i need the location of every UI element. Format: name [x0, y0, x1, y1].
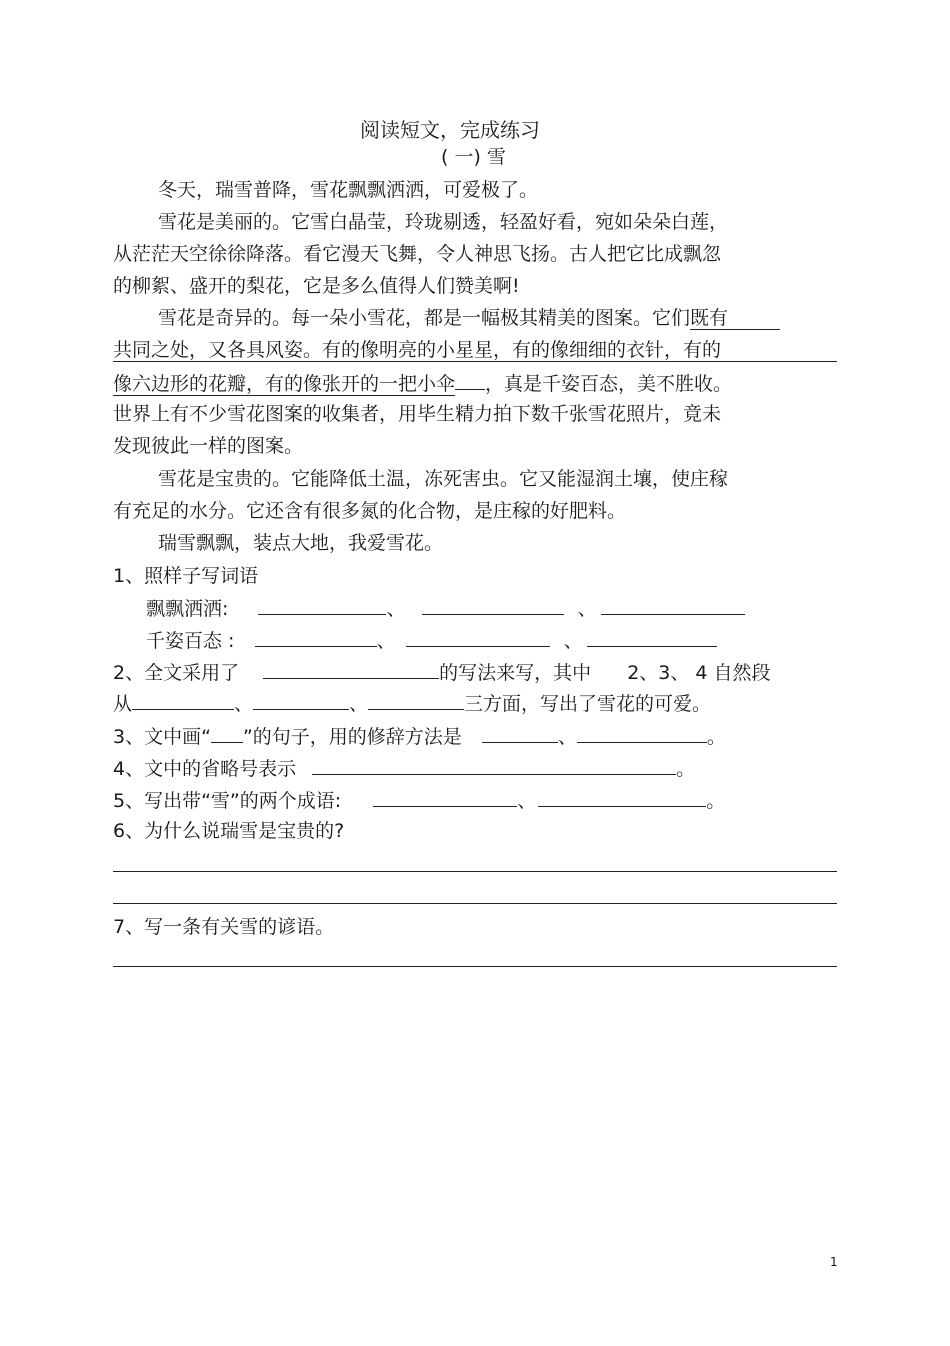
question-3	[113, 724, 726, 748]
question-1-row-2	[146, 628, 717, 652]
question-2-line-2	[113, 691, 711, 715]
passage-paragraph-2-line-3: 的柳絮、盛开的梨花，它是多么值得人们赞美啊!	[113, 275, 520, 297]
passage-paragraph-4-line-2: 有充足的水分。它还含有很多氮的化合物，是庄稼的好肥料。	[113, 500, 627, 522]
question-text: 的写法来写，其中	[439, 662, 592, 684]
answer-line[interactable]	[113, 871, 837, 872]
answer-blank[interactable]	[132, 691, 234, 710]
answer-blank[interactable]	[373, 788, 517, 807]
passage-paragraph-3-line-1	[158, 307, 780, 330]
answer-blank[interactable]	[422, 596, 564, 615]
answer-line[interactable]	[113, 966, 837, 967]
underlined-sentence: 既有	[690, 307, 780, 330]
question-3-text: ”的句子，用的修辞方法是	[242, 726, 462, 748]
period: 。	[676, 758, 696, 780]
period: 。	[706, 790, 726, 812]
separator: 、	[234, 693, 254, 715]
answer-blank[interactable]	[601, 596, 745, 615]
answer-blank[interactable]	[577, 724, 707, 743]
question-text: 2、3、 4 自然段	[627, 662, 771, 684]
question-2-line-1	[113, 660, 771, 684]
passage-paragraph-1: 冬天，瑞雪普降，雪花飘飘洒洒，可爱极了。	[158, 179, 539, 201]
separator: 、	[376, 630, 396, 652]
passage-subtitle: ( 一) 雪	[441, 146, 506, 168]
page-number: 1	[830, 1255, 838, 1269]
example-word: 千姿百态 :	[146, 630, 235, 652]
separator: 、	[386, 598, 406, 620]
question-6: 6、为什么说瑞雪是宝贵的?	[113, 820, 345, 842]
passage-paragraph-3-line-3	[113, 371, 732, 395]
answer-blank[interactable]	[406, 628, 550, 647]
answer-blank[interactable]	[312, 756, 676, 775]
answer-blank[interactable]	[587, 628, 717, 647]
passage-text: ，真是千姿百态，美不胜收。	[485, 373, 733, 395]
separator: 、	[557, 726, 577, 748]
underlined-sentence-line-2: 共同之处，又各具风姿。有的像明亮的小星星，有的像细细的衣针，有的	[113, 339, 837, 362]
answer-blank[interactable]	[538, 788, 706, 807]
example-word: 飘飘洒洒:	[146, 598, 229, 620]
answer-blank[interactable]	[258, 596, 386, 615]
separator: 、	[517, 790, 537, 812]
underline-sample	[211, 724, 243, 743]
question-4-text: 4、文中的省略号表示	[113, 758, 297, 780]
passage-paragraph-2-line-1: 雪花是美丽的。它雪白晶莹，玲珑剔透，轻盈好看，宛如朵朵白莲，	[158, 211, 729, 233]
page-title: 阅读短文，完成练习	[360, 118, 540, 142]
question-5	[113, 788, 725, 812]
underline-tail	[455, 371, 485, 390]
question-text: 三方面，写出了雪花的可爱。	[464, 693, 712, 715]
question-4	[113, 756, 695, 780]
answer-blank[interactable]	[253, 691, 349, 710]
separator: 、	[577, 598, 597, 620]
separator: 、	[563, 630, 583, 652]
question-7: 7、写一条有关雪的谚语。	[113, 916, 335, 938]
passage-paragraph-5: 瑞雪飘飘，装点大地，我爱雪花。	[158, 532, 444, 554]
answer-line[interactable]	[113, 903, 837, 904]
passage-paragraph-3-line-4: 世界上有不少雪花图案的收集者，用毕生精力拍下数千张雪花照片，竟未	[113, 403, 722, 425]
question-1: 1、照样子写词语	[113, 565, 259, 587]
answer-blank[interactable]	[482, 724, 558, 743]
passage-paragraph-2-line-2: 从茫茫天空徐徐降落。看它漫天飞舞，令人神思飞扬。古人把它比成飘忽	[113, 243, 722, 265]
passage-paragraph-3-line-5: 发现彼此一样的图案。	[113, 435, 304, 457]
question-5-text: 5、写出带“雪”的两个成语:	[113, 790, 342, 812]
underlined-sentence-end: 像六边形的花瓣，有的像张开的一把小伞	[113, 373, 456, 395]
passage-text: 雪花是奇异的。每一朵小雪花，都是一幅极其精美的图案。它们	[158, 307, 691, 329]
separator: 、	[349, 693, 369, 715]
period: 。	[706, 726, 726, 748]
question-1-row-1	[146, 596, 745, 620]
question-2: 2、全文采用了	[113, 662, 240, 684]
passage-paragraph-4-line-1: 雪花是宝贵的。它能降低土温，冻死害虫。它又能湿润土壤，使庄稼	[158, 468, 729, 490]
question-text: 从	[113, 693, 133, 715]
answer-blank[interactable]	[368, 691, 464, 710]
question-3-text: 3、文中画“	[113, 726, 211, 748]
answer-blank[interactable]	[263, 660, 439, 679]
answer-blank[interactable]	[255, 628, 377, 647]
